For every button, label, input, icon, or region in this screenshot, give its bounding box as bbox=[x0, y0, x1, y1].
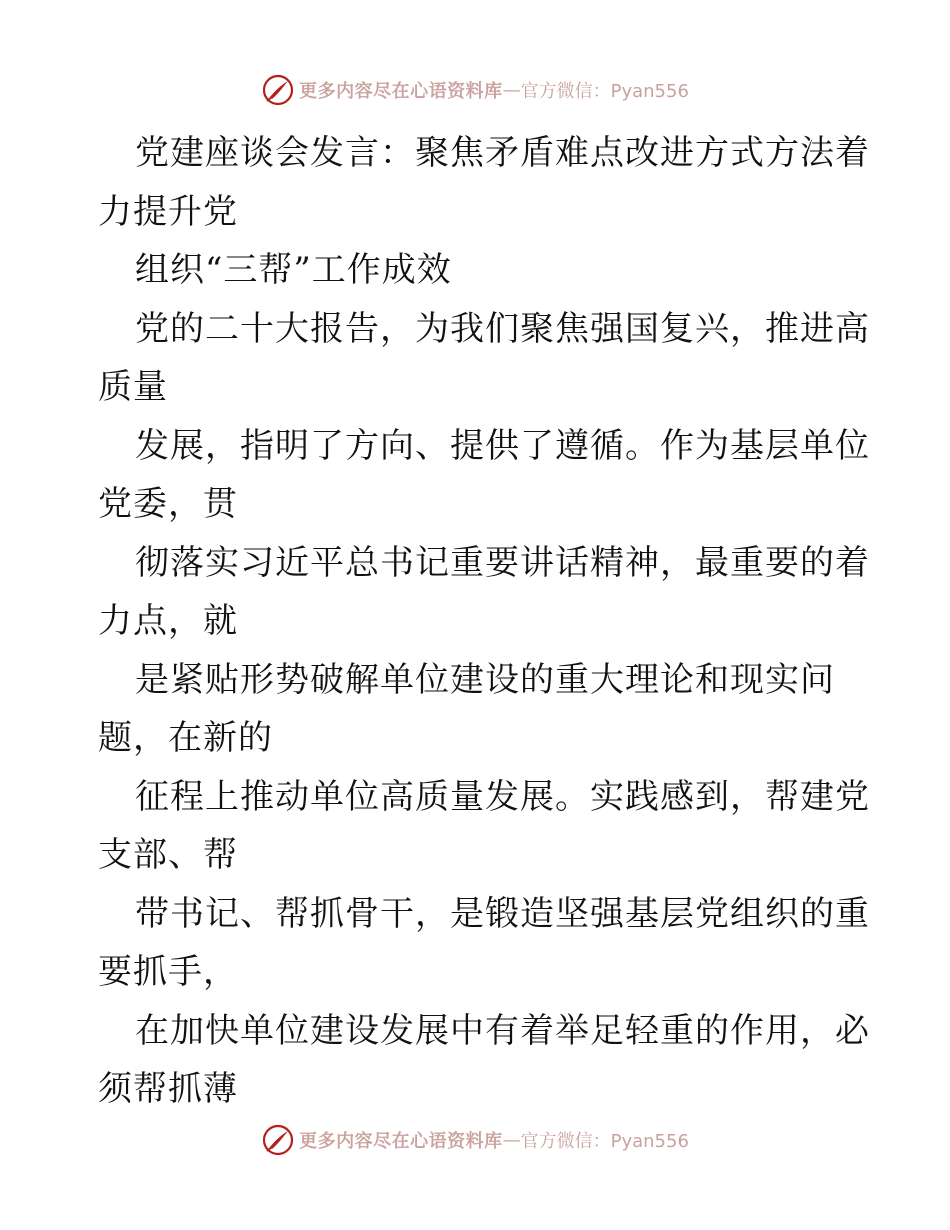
text-line: 党委，贯 bbox=[98, 484, 238, 524]
text-line: 须帮抓薄 bbox=[98, 1069, 238, 1109]
text-line: 力提升党 bbox=[98, 191, 238, 232]
text-line: 组织“三帮”工作成效 bbox=[135, 250, 452, 290]
watermark-wechat-text: 官方微信：Pyan556 bbox=[520, 81, 689, 102]
text-line: 带书记、帮抓骨干，是锻造坚强基层党组织的重 bbox=[135, 893, 870, 934]
header-watermark bbox=[0, 70, 950, 110]
text-line: 彻落实习近平总书记重要讲话精神，最重要的着 bbox=[135, 542, 870, 583]
text-line: 要抓手， bbox=[98, 952, 238, 992]
feather-pen-logo-icon bbox=[261, 1123, 295, 1157]
document-body bbox=[98, 124, 870, 1119]
text-line: 党建座谈会发言：聚焦矛盾难点改进方式方法着 bbox=[135, 133, 870, 173]
watermark-dash: — bbox=[502, 79, 521, 101]
text-line: 题，在新的 bbox=[98, 718, 273, 758]
watermark-wechat-text: 官方微信：Pyan556 bbox=[520, 1131, 689, 1152]
text-line: 支部、帮 bbox=[98, 835, 238, 875]
text-line: 征程上推动单位高质量发展。实践感到，帮建党 bbox=[135, 776, 870, 817]
footer-watermark bbox=[0, 1120, 950, 1160]
text-line: 在加快单位建设发展中有着举足轻重的作用，必 bbox=[135, 1010, 870, 1051]
text-line: 发展，指明了方向、提供了遵循。作为基层单位 bbox=[135, 425, 870, 466]
watermark-dash: — bbox=[502, 1129, 521, 1151]
watermark-main-text: 更多内容尽在心语资料库 bbox=[299, 81, 503, 102]
text-line: 是紧贴形势破解单位建设的重大理论和现实问 bbox=[135, 659, 835, 700]
text-line: 质量 bbox=[98, 367, 168, 407]
text-line: 党的二十大报告，为我们聚焦强国复兴，推进高 bbox=[135, 308, 870, 349]
text-line: 力点，就 bbox=[98, 601, 238, 641]
watermark-main-text: 更多内容尽在心语资料库 bbox=[299, 1131, 503, 1152]
feather-pen-logo-icon bbox=[261, 73, 295, 107]
